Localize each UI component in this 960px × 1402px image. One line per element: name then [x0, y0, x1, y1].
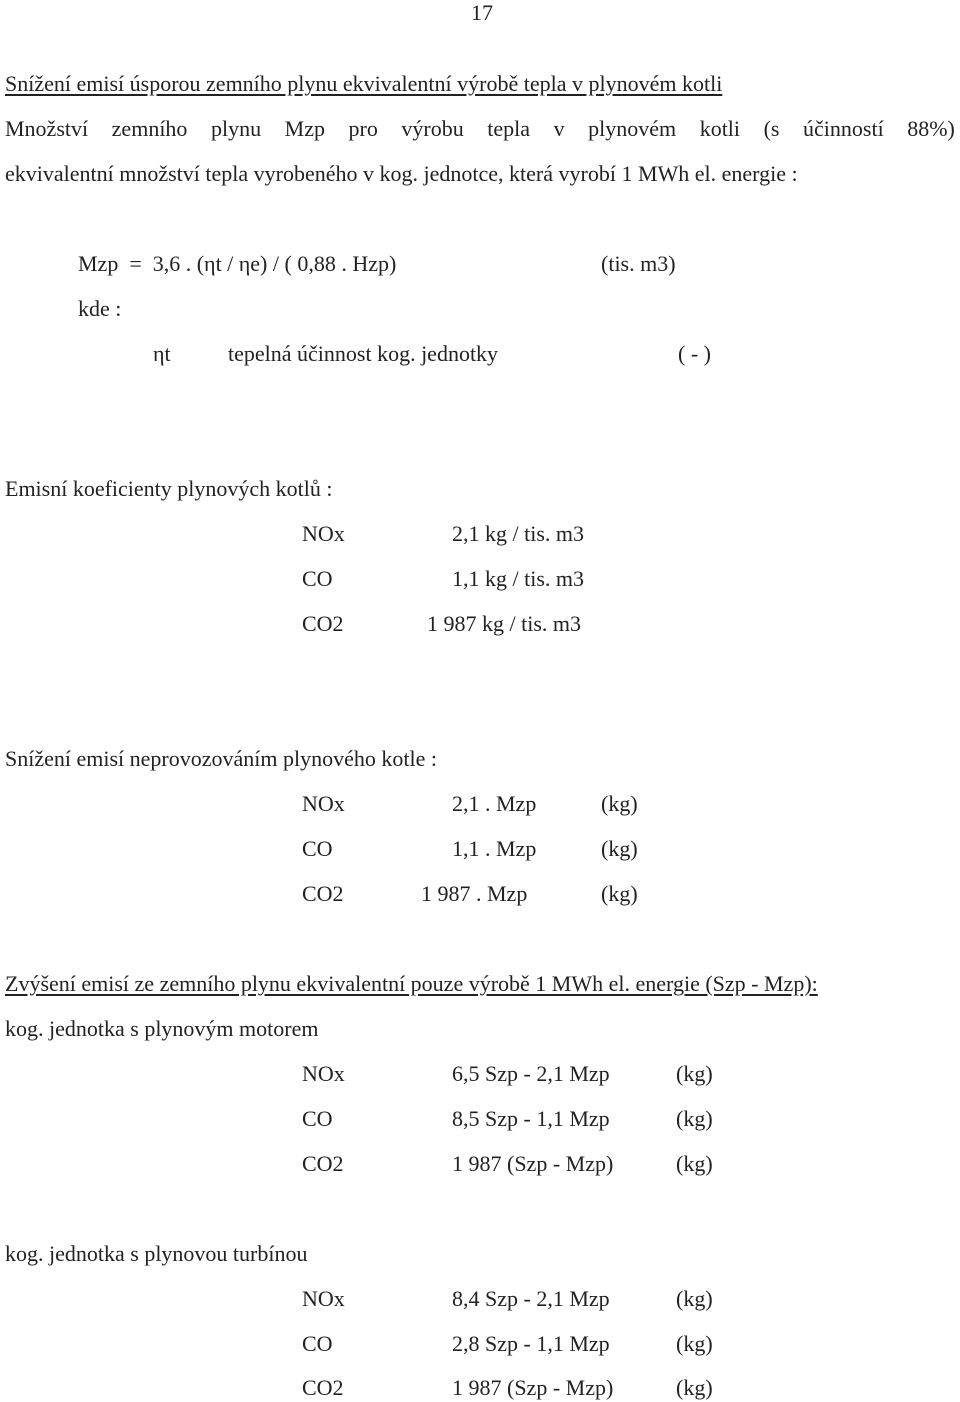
- reduction-gas-co: CO: [302, 836, 333, 861]
- word: v: [553, 116, 565, 141]
- reduction-value-co: 1,1 . Mzp: [452, 836, 537, 861]
- word: kotli: [699, 116, 741, 141]
- word: pro: [348, 116, 378, 141]
- word: tepla: [487, 116, 531, 141]
- page-number: 17: [471, 0, 493, 25]
- turbine-unit-co2: (kg): [676, 1375, 713, 1400]
- section-heading-emission-coefficients: Emisní koeficienty plynových kotlů :: [5, 476, 333, 501]
- where-label: kde :: [78, 296, 122, 321]
- formula-mzp: Mzp = 3,6 . (ηt / ηe) / ( 0,88 . Hzp): [78, 251, 397, 276]
- turbine-formula-nox: 8,4 Szp - 2,1 Mzp: [452, 1286, 610, 1311]
- word: Množství: [5, 116, 89, 141]
- motor-gas-co: CO: [302, 1106, 333, 1131]
- motor-formula-nox: 6,5 Szp - 2,1 Mzp: [452, 1061, 610, 1086]
- motor-unit-co: (kg): [676, 1106, 713, 1131]
- coef-gas-co: CO: [302, 566, 333, 591]
- turbine-gas-co2: CO2: [302, 1375, 344, 1400]
- coef-gas-nox: NOx: [302, 521, 345, 546]
- paragraph-line-1: [5, 118, 955, 140]
- turbine-gas-co: CO: [302, 1331, 333, 1356]
- reduction-unit-co2: (kg): [601, 881, 638, 906]
- section-heading-reduction: Snížení emisí neprovozováním plynového kotle :: [5, 746, 437, 771]
- turbine-unit-co: (kg): [676, 1331, 713, 1356]
- motor-unit-nox: (kg): [676, 1061, 713, 1086]
- reduction-unit-nox: (kg): [601, 791, 638, 816]
- motor-title: kog. jednotka s plynovým motorem: [5, 1016, 319, 1041]
- turbine-formula-co: 2,8 Szp - 1,1 Mzp: [452, 1331, 610, 1356]
- definition-unit: ( - ): [678, 341, 711, 366]
- motor-formula-co: 8,5 Szp - 1,1 Mzp: [452, 1106, 610, 1131]
- turbine-title: kog. jednotka s plynovou turbínou: [5, 1241, 308, 1266]
- formula-unit: (tis. m3): [601, 251, 676, 276]
- coef-value-co: 1,1 kg / tis. m3: [452, 566, 585, 591]
- turbine-unit-nox: (kg): [676, 1286, 713, 1311]
- reduction-gas-co2: CO2: [302, 881, 344, 906]
- motor-gas-co2: CO2: [302, 1151, 344, 1176]
- word: plynovém: [588, 116, 677, 141]
- reduction-unit-co: (kg): [601, 836, 638, 861]
- coef-gas-co2: CO2: [302, 611, 344, 636]
- section-heading-increase: Zvýšení emisí ze zemního plynu ekvivalentní pouze výrobě 1 MWh el. energie (Szp - Mzp):: [5, 971, 818, 996]
- definition-text: tepelná účinnost kog. jednotky: [228, 341, 499, 366]
- section-heading-gas-boiler-savings: Snížení emisí úsporou zemního plynu ekvivalentní výrobě tepla v plynovém kotli: [5, 71, 723, 96]
- reduction-gas-nox: NOx: [302, 791, 345, 816]
- word: plynu: [210, 116, 262, 141]
- reduction-value-nox: 2,1 . Mzp: [452, 791, 537, 816]
- word: účinností: [803, 116, 884, 141]
- word: Mzp: [284, 116, 325, 141]
- turbine-gas-nox: NOx: [302, 1286, 345, 1311]
- word: (s: [763, 116, 780, 141]
- reduction-value-co2: 1 987 . Mzp: [421, 881, 528, 906]
- motor-formula-co2: 1 987 (Szp - Mzp): [452, 1151, 614, 1176]
- motor-gas-nox: NOx: [302, 1061, 345, 1086]
- word: 88%): [907, 116, 955, 141]
- coef-value-co2: 1 987 kg / tis. m3: [427, 611, 582, 636]
- word: zemního: [111, 116, 188, 141]
- definition-symbol: ηt: [153, 341, 171, 366]
- coef-value-nox: 2,1 kg / tis. m3: [452, 521, 585, 546]
- turbine-formula-co2: 1 987 (Szp - Mzp): [452, 1375, 614, 1400]
- word: výrobu: [401, 116, 464, 141]
- paragraph-line-2: ekvivalentní množství tepla vyrobeného v kog. jednotce, která vyrobí 1 MWh el. energie :: [5, 161, 798, 186]
- motor-unit-co2: (kg): [676, 1151, 713, 1176]
